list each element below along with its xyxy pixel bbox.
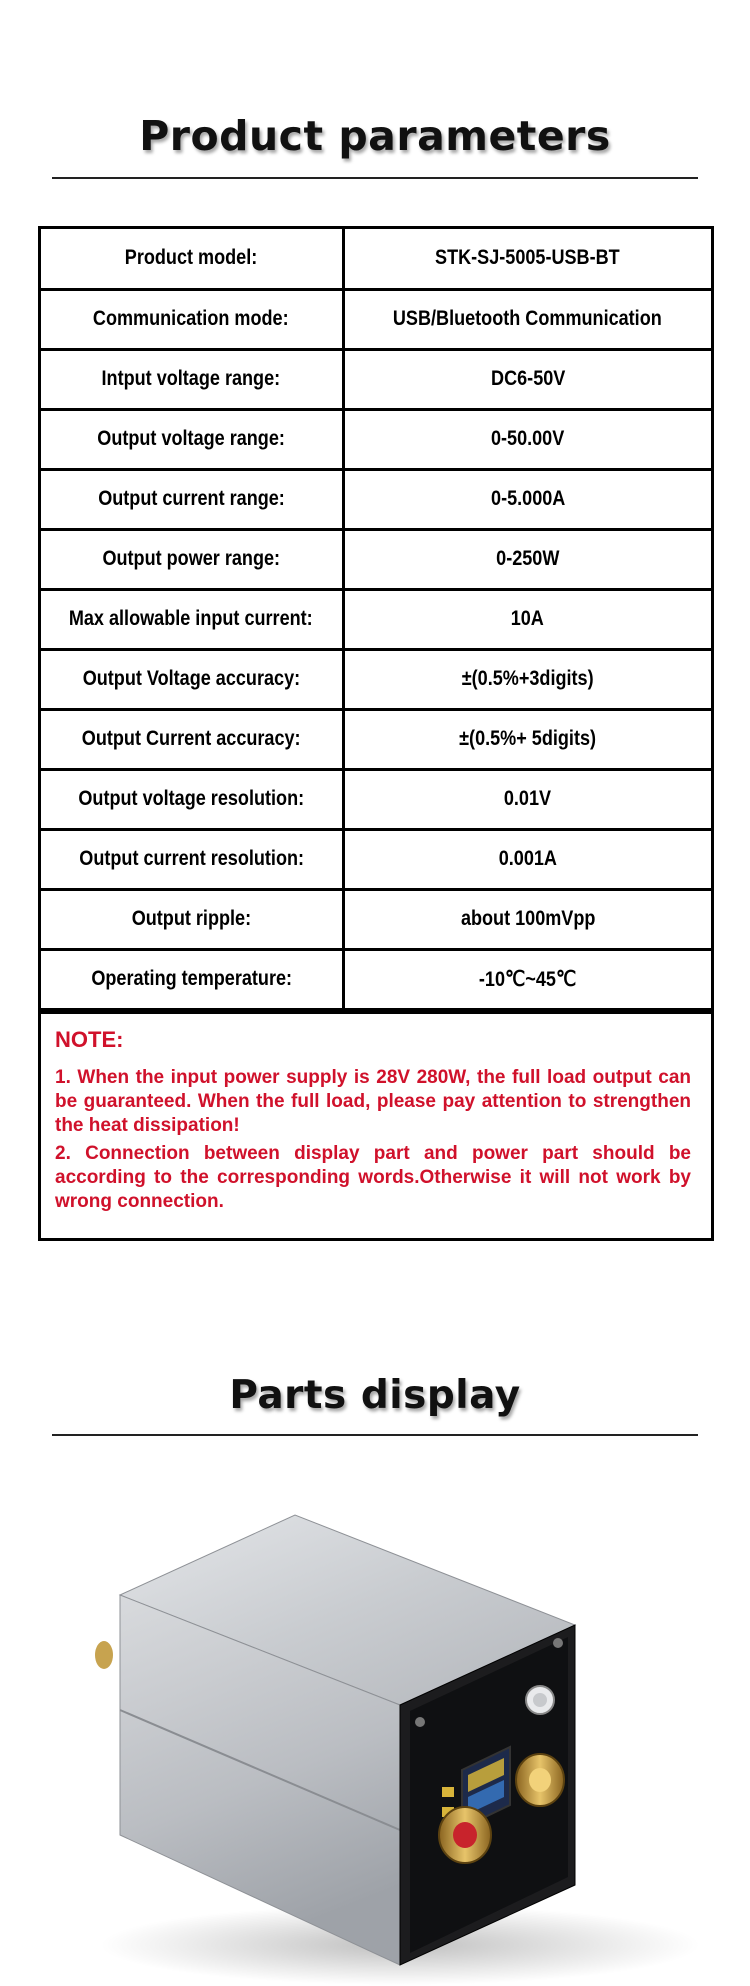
spec-label: Operating temperature: — [41, 949, 343, 1009]
spec-value: -10℃~45℃ — [343, 949, 711, 1009]
note-box — [41, 1011, 711, 1238]
spec-label: Product model: — [41, 229, 343, 289]
spec-value: 0-50.00V — [343, 409, 711, 469]
spec-value: DC6-50V — [343, 349, 711, 409]
table-row — [41, 889, 711, 949]
spec-label: Output power range: — [41, 529, 343, 589]
spec-label: Output Voltage accuracy: — [41, 649, 343, 709]
spec-value: 0.01V — [343, 769, 711, 829]
spec-label: Output current range: — [41, 469, 343, 529]
table-row — [41, 349, 711, 409]
table-row — [41, 469, 711, 529]
spec-label: Output voltage resolution: — [41, 769, 343, 829]
table-row — [41, 709, 711, 769]
heading-underline — [52, 1434, 698, 1436]
spec-value: about 100mVpp — [343, 889, 711, 949]
spec-value: ±(0.5%+ 5digits) — [343, 709, 711, 769]
table-row — [41, 229, 711, 289]
spec-label: Output voltage range: — [41, 409, 343, 469]
spec-value: USB/Bluetooth Communication — [343, 289, 711, 349]
spec-label: Output current resolution: — [41, 829, 343, 889]
product-photo — [90, 1475, 710, 1986]
table-row — [41, 529, 711, 589]
power-supply-module-image — [90, 1475, 710, 1986]
table-row — [41, 409, 711, 469]
spec-value: ±(0.5%+3digits) — [343, 649, 711, 709]
table-row — [41, 949, 711, 1009]
table-row — [41, 589, 711, 649]
spec-label: Communication mode: — [41, 289, 343, 349]
spec-value: 0.001A — [343, 829, 711, 889]
note-item: 2. Connection between display part and power part should be according to the corresponding words.Otherwise it will not work by wrong connection. — [55, 1142, 691, 1212]
spec-value: 0-250W — [343, 529, 711, 589]
spec-value: 10A — [343, 589, 711, 649]
note-item: 1. When the input power supply is 28V 280W, the full load output can be guaranteed. When the full load, please pay attention to strengthen the heat dissipation! — [55, 1066, 691, 1136]
table-row — [41, 289, 711, 349]
parts-display-heading: Parts display — [229, 1373, 521, 1418]
spec-value: 0-5.000A — [343, 469, 711, 529]
table-row — [41, 829, 711, 889]
table-row — [41, 769, 711, 829]
table-row — [41, 649, 711, 709]
heading-underline — [52, 177, 698, 179]
spec-value: STK-SJ-5005-USB-BT — [343, 229, 711, 289]
spec-table — [38, 226, 714, 1241]
spec-label: Output ripple: — [41, 889, 343, 949]
note-title: NOTE: — [55, 1026, 124, 1052]
spec-label: Output Current accuracy: — [41, 709, 343, 769]
product-parameters-heading: Product parameters — [139, 112, 611, 160]
spec-label: Max allowable input current: — [41, 589, 343, 649]
spec-label: Intput voltage range: — [41, 349, 343, 409]
